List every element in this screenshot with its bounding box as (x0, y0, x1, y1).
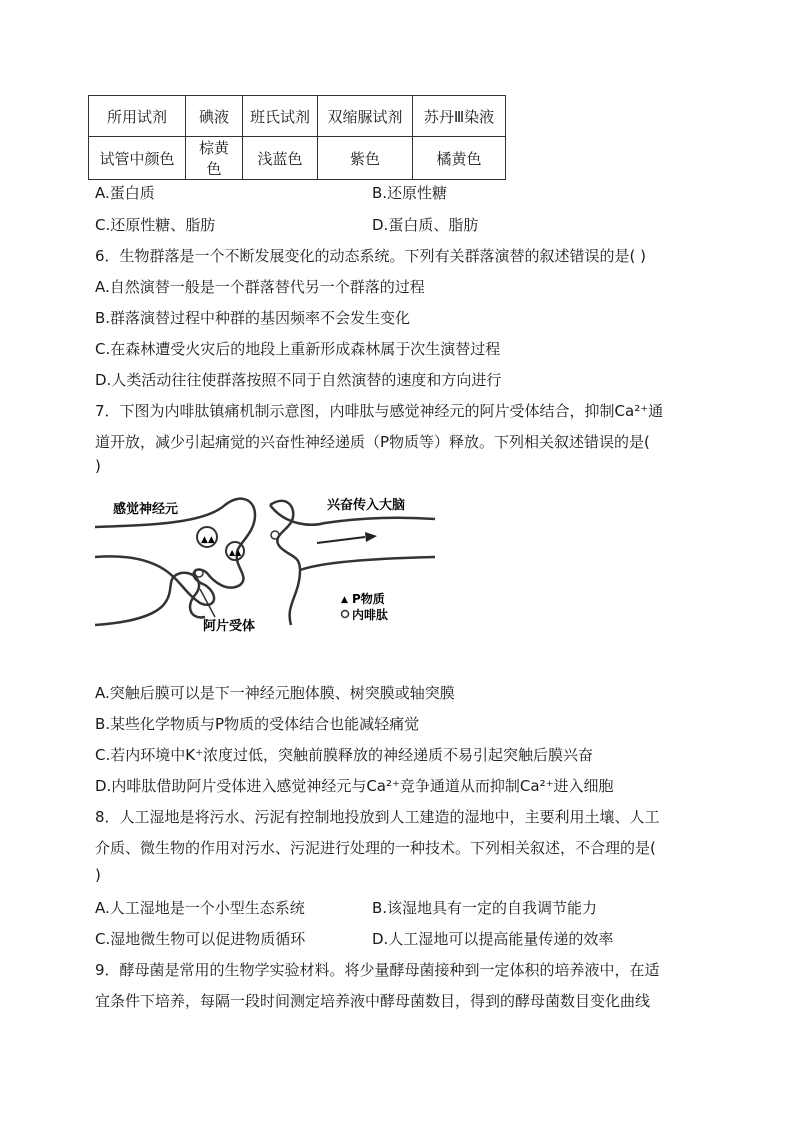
table-cell: 所用试剂 (89, 96, 186, 137)
label-excitation-to-brain: 兴奋传入大脑 (327, 498, 406, 513)
svg-text:▲▲: ▲▲ (229, 548, 242, 557)
q5-option-c: C.还原性糖、脂肪 (95, 216, 216, 234)
q7-option-a: A.突触后膜可以是下一神经元胞体膜、树突膜或轴突膜 (95, 684, 455, 702)
q6-stem: 6．生物群落是一个不断发展变化的动态系统。下列有关群落演替的叙述错误的是( ) (95, 247, 647, 265)
receptor-neuron-membrane (95, 573, 205, 625)
label-sensory-neuron: 感觉神经元 (113, 502, 179, 517)
q5-option-b: B.还原性糖 (372, 184, 448, 202)
q6-option-b: B.群落演替过程中种群的基因频率不会发生变化 (95, 309, 411, 327)
legend-endorphin: 内啡肽 (352, 608, 389, 622)
table-cell: 试管中颜色 (89, 137, 186, 180)
label-opioid-receptor: 阿片受体 (203, 619, 256, 634)
table-cell: 碘液 (186, 96, 243, 137)
legend-p-icon: ▲ (341, 595, 348, 605)
q7-option-b: B.某些化学物质与P物质的受体结合也能减轻痛觉 (95, 715, 420, 733)
reagent-table (88, 95, 506, 180)
q7-option-d: D.内啡肽借助阿片受体进入感觉神经元与Ca²⁺竞争通道从而抑制Ca²⁺进入细胞 (95, 777, 614, 795)
table-row (89, 137, 506, 180)
synapse-diagram (95, 485, 435, 645)
legend-p-substance: P物质 (352, 592, 385, 606)
q9-stem-line2: 宜条件下培养，每隔一段时间测定培养液中酵母菌数目，得到的酵母菌数目变化曲线 (95, 992, 651, 1010)
q6-option-c: C.在森林遭受火灾后的地段上重新形成森林属于次生演替过程 (95, 340, 501, 358)
q8-stem-line2: 介质、微生物的作用对污水、污泥进行处理的一种技术。下列相关叙述，不合理的是( (95, 839, 656, 857)
q7-stem-line2: 道开放，减少引起痛觉的兴奋性神经递质（P物质等）释放。下列相关叙述错误的是( (95, 433, 650, 451)
legend-endorphin-icon (342, 611, 349, 618)
postsynaptic-membrane (270, 501, 435, 625)
q5-option-a: A.蛋白质 (95, 184, 155, 202)
q7-stem-line1: 7．下图为内啡肽镇痛机制示意图，内啡肽与感觉神经元的阿片受体结合，抑制Ca²⁺通 (95, 402, 664, 420)
q8-stem-line1: 8．人工湿地是将污水、污泥有控制地投放到人工建造的湿地中，主要利用土壤、人工 (95, 808, 660, 826)
q9-stem-line1: 9．酵母菌是常用的生物学实验材料。将少量酵母菌接种到一定体积的培养液中，在适 (95, 961, 660, 979)
table-cell: 浅蓝色 (243, 137, 318, 180)
table-cell: 紫色 (318, 137, 413, 180)
q8-stem-line3: ) (95, 866, 101, 884)
q6-option-a: A.自然演替一般是一个群落替代另一个群落的过程 (95, 278, 425, 296)
q8-option-a: A.人工湿地是一个小型生态系统 (95, 899, 305, 917)
q5-option-d: D.蛋白质、脂肪 (372, 216, 479, 234)
table-cell: 双缩脲试剂 (318, 96, 413, 137)
table-cell: 棕黄色 (186, 137, 243, 180)
table-cell: 苏丹Ⅲ染液 (413, 96, 506, 137)
table-row (89, 96, 506, 137)
q7-option-c: C.若内环境中K⁺浓度过低，突触前膜释放的神经递质不易引起突触后膜兴奋 (95, 746, 593, 764)
svg-text:▲▲: ▲▲ (201, 535, 215, 545)
table-cell: 班氏试剂 (243, 96, 318, 137)
q6-option-d: D.人类活动往往使群落按照不同于自然演替的速度和方向进行 (95, 371, 502, 389)
q8-option-b: B.该湿地具有一定的自我调节能力 (372, 899, 598, 917)
q7-stem-line3: ) (95, 457, 101, 475)
q8-option-c: C.湿地微生物可以促进物质循环 (95, 930, 306, 948)
table-cell: 橘黄色 (413, 137, 506, 180)
q8-option-d: D.人工湿地可以提高能量传递的效率 (372, 930, 614, 948)
